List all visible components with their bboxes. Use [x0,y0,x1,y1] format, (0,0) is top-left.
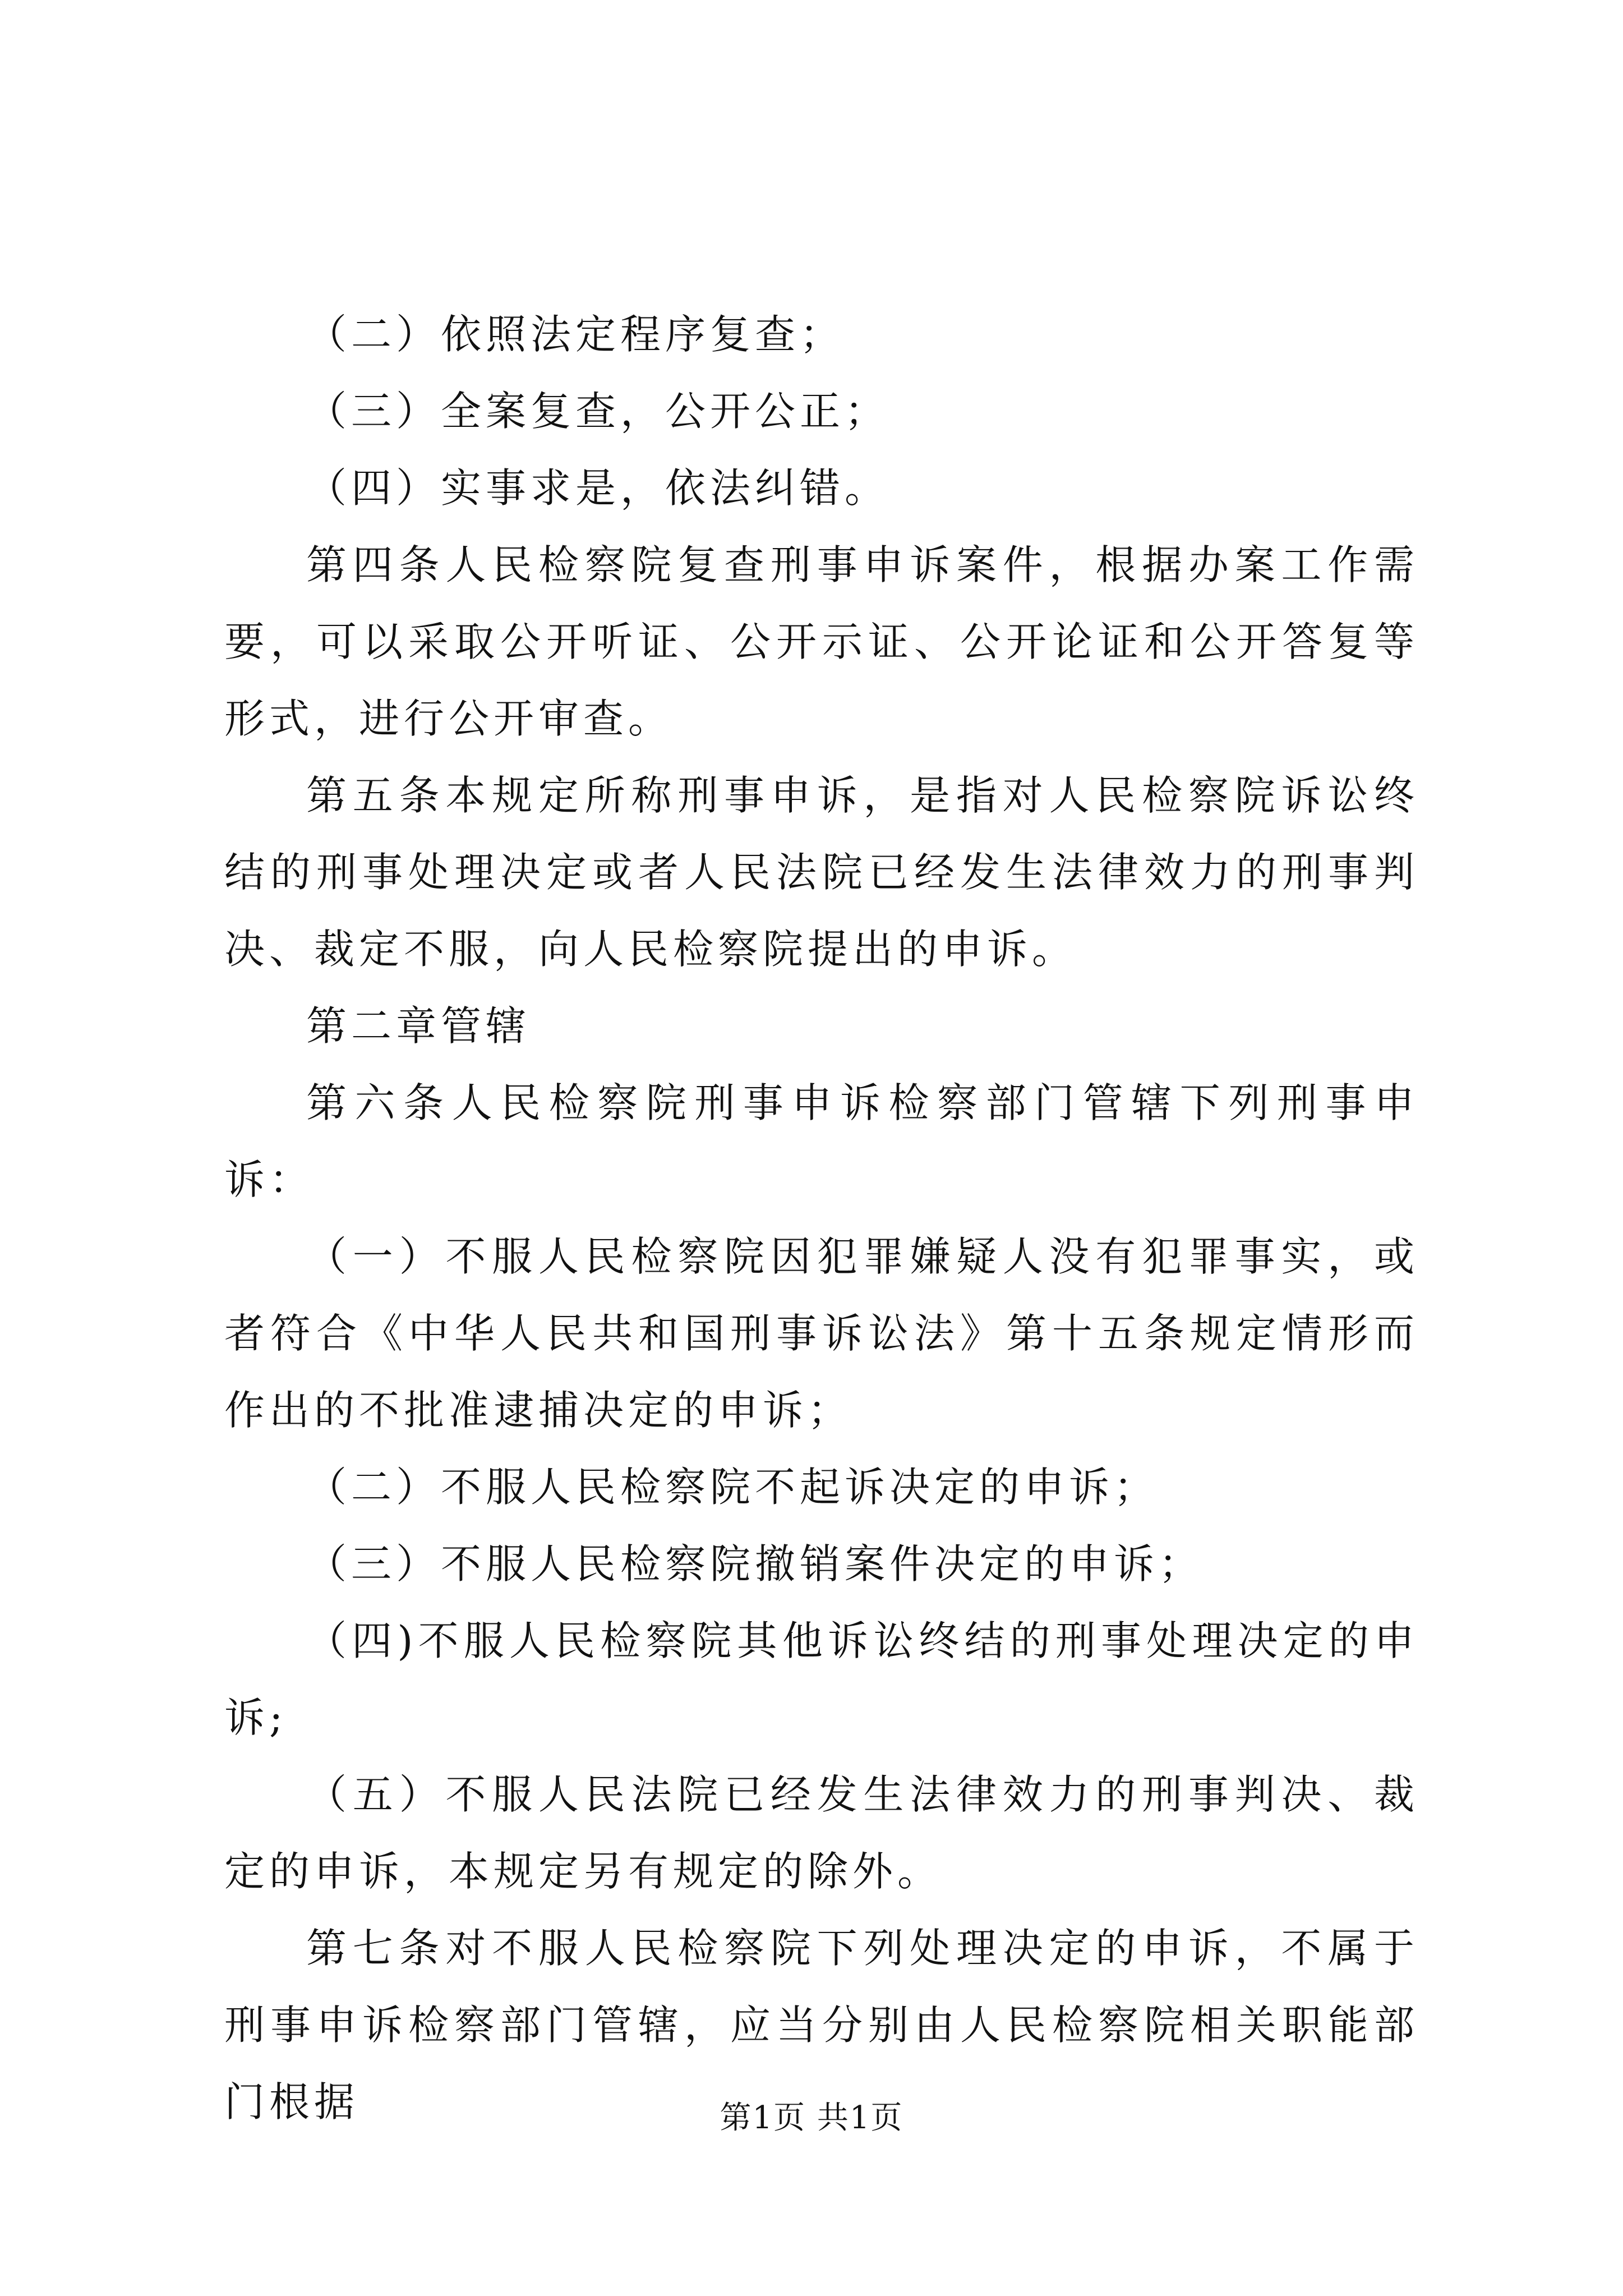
article-4-paragraph: 第四条人民检察院复查刑事申诉案件，根据办案工作需要，可以采取公开听证、公开示证、公开论证和公开答复等形式，进行公开审查。 [224,541,1419,742]
paragraph-item-4: （四）实事求是，依法纠错。 [306,464,890,512]
article-6-item-1: （一）不服人民检察院因犯罪嫌疑人没有犯罪事实，或者符合《中华人民共和国刑事诉讼法》第十五条规定情形而作出的不批准逮捕决定的申诉； [224,1233,1419,1434]
chapter-2-heading: 第二章管辖 [306,1002,531,1050]
article-6-item-4: （四)不服人民检察院其他诉讼终结的刑事处理决定的申诉; [224,1617,1419,1741]
article-6-paragraph: 第六条人民检察院刑事申诉检察部门管辖下列刑事申诉： [224,1079,1419,1203]
paragraph-item-3: （三）全案复查，公开公正； [306,388,890,435]
paragraph-item-2: （二）依照法定程序复查； [306,311,845,358]
page-number-text: 第1页 共1页 [720,2100,903,2136]
article-5-paragraph: 第五条本规定所称刑事申诉，是指对人民检察院诉讼终结的刑事处理决定或者人民法院已经发生法律效力的刑事判决、裁定不服，向人民检察院提出的申诉。 [224,772,1419,973]
article-6-item-2: （二）不服人民检察院不起诉决定的申诉； [306,1464,1159,1511]
page-footer [0,2099,1623,2138]
article-6-item-3: （三）不服人民检察院撤销案件决定的申诉； [306,1540,1204,1588]
article-6-item-5: （五）不服人民法院已经发生法律效力的刑事判决、裁定的申诉，本规定另有规定的除外。 [224,1771,1419,1895]
document-body [224,296,1419,2141]
article-7-paragraph: 第七条对不服人民检察院下列处理决定的申诉，不属于刑事申诉检察部门管辖，应当分别由人民检察院相关职能部门根据 [224,1925,1419,2125]
